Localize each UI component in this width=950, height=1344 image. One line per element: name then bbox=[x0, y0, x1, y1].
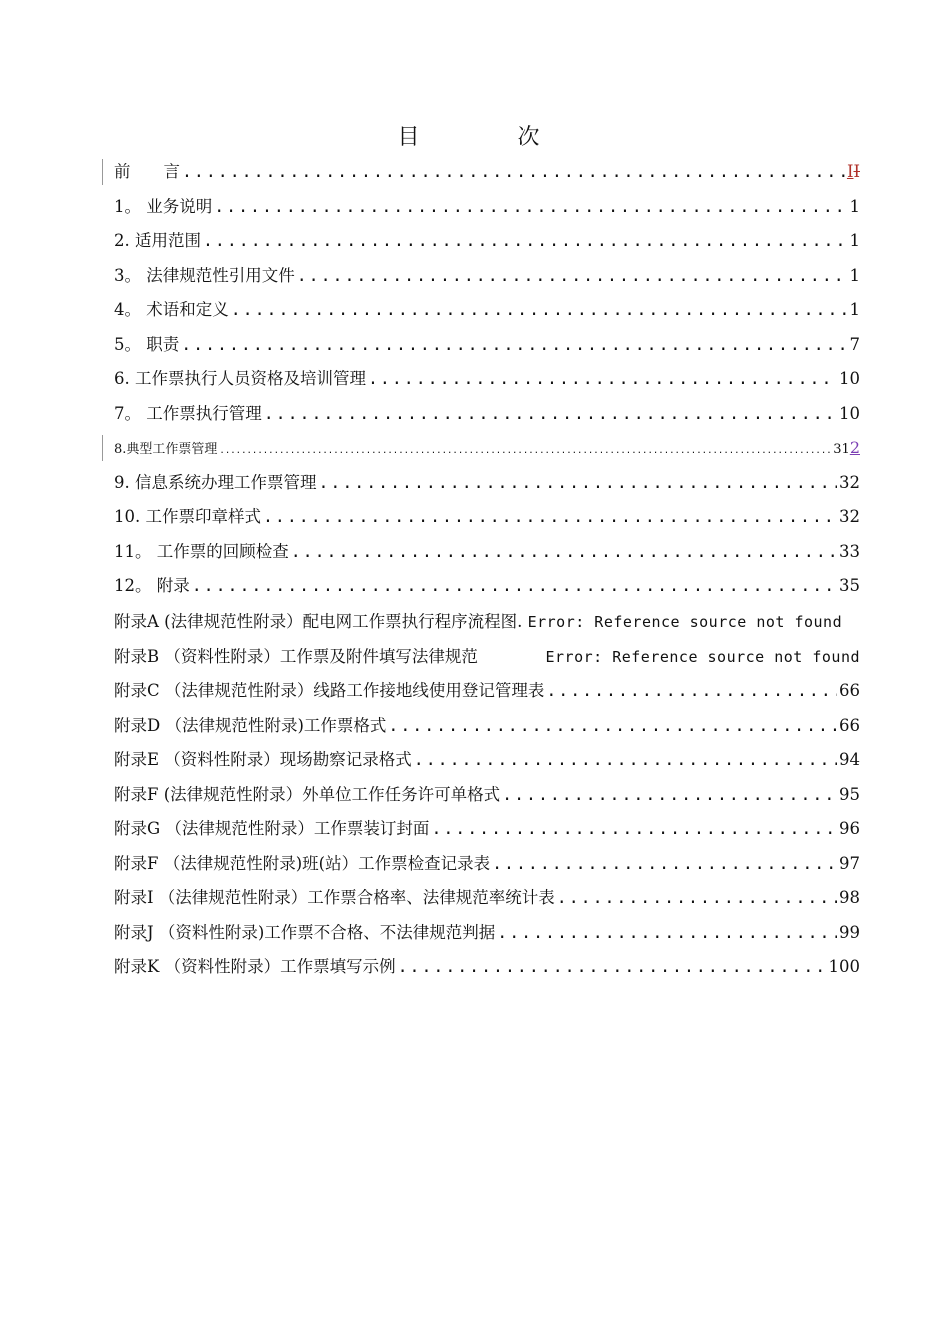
dot-leader bbox=[546, 674, 837, 709]
toc-entry[interactable] bbox=[114, 328, 860, 363]
dot-leader bbox=[182, 155, 845, 190]
toc-entry-label: 9. 信息系统办理工作票管理 bbox=[114, 472, 317, 492]
toc-entry-label: 5。 职责 bbox=[114, 334, 180, 354]
revision-change-bar bbox=[102, 159, 103, 185]
page-number: 31 bbox=[833, 442, 850, 457]
dot-leader bbox=[319, 466, 838, 501]
toc-entry-page: 94 bbox=[839, 750, 860, 769]
dot-leader bbox=[502, 778, 837, 813]
toc-entry-appendix[interactable] bbox=[114, 881, 860, 916]
toc-entry[interactable] bbox=[114, 500, 860, 535]
toc-entry-appendix[interactable] bbox=[114, 950, 860, 985]
toc-entry-label: 附录F （法律规范性附录)班(站）工作票检查记录表 bbox=[114, 853, 491, 873]
toc-entry-appendix[interactable] bbox=[114, 916, 860, 951]
toc-entry-label: 附录E （资料性附录）现场勘察记录格式 bbox=[114, 750, 412, 769]
toc-entry-page: 1 bbox=[849, 196, 860, 216]
toc-entry-page: 98 bbox=[839, 888, 860, 907]
dot-leader bbox=[291, 535, 837, 570]
toc-entry-label: 附录I （法律规范性附录）工作票合格率、法律规范率统计表 bbox=[114, 888, 555, 907]
dot-leader bbox=[388, 709, 837, 744]
toc-entry-appendix[interactable] bbox=[114, 847, 860, 882]
toc-entry-page: 96 bbox=[839, 819, 860, 838]
inserted-page-number: I bbox=[846, 162, 854, 181]
dot-leader bbox=[398, 950, 827, 985]
toc-entry-page: 10 bbox=[839, 369, 860, 388]
toc-entry-label: 附录B （资料性附录）工作票及附件填写法律规范 bbox=[114, 646, 478, 666]
toc-entry-page: 99 bbox=[839, 922, 860, 942]
toc-entry-page: 95 bbox=[839, 784, 860, 804]
toc-entry-label: 10. 工作票印章样式 bbox=[114, 507, 261, 526]
toc-entry[interactable] bbox=[114, 259, 860, 294]
dot-leader bbox=[181, 328, 847, 363]
toc-entry-page: 66 bbox=[839, 715, 860, 735]
dot-leader bbox=[368, 362, 837, 397]
toc-entry-label: 附录F (法律规范性附录）外单位工作任务许可单格式 bbox=[114, 784, 501, 804]
toc-entry-label: 11。 工作票的回顾检查 bbox=[114, 541, 289, 561]
toc-entry[interactable] bbox=[114, 190, 860, 225]
toc-entry-page: 1 bbox=[849, 265, 860, 285]
dot-leader bbox=[431, 812, 837, 847]
toc-entry-appendix[interactable] bbox=[114, 709, 860, 744]
toc-entry-label: 12。 附录 bbox=[114, 576, 190, 595]
dot-leader bbox=[231, 293, 848, 328]
toc-entry[interactable] bbox=[114, 362, 860, 397]
toc-entry-label: 1。 业务说明 bbox=[114, 196, 213, 216]
toc-entry-page bbox=[847, 155, 860, 190]
dot-leader bbox=[203, 224, 848, 259]
dot-leader bbox=[192, 569, 837, 604]
toc-entry-page: 35 bbox=[839, 576, 860, 595]
reference-error-text: Error: Reference source not found bbox=[527, 612, 843, 631]
toc-entry-page bbox=[833, 431, 860, 468]
table-of-contents bbox=[114, 155, 860, 985]
dot-leader bbox=[297, 259, 848, 294]
toc-entry[interactable] bbox=[114, 535, 860, 570]
toc-entry-label: 前 言 bbox=[114, 162, 180, 181]
toc-entry-label: 附录D （法律规范性附录)工作票格式 bbox=[114, 715, 387, 735]
toc-entry[interactable] bbox=[114, 224, 860, 259]
revision-change-bar bbox=[102, 435, 103, 461]
inserted-page-number: 2 bbox=[849, 438, 860, 457]
toc-entry-page: 1 bbox=[849, 231, 860, 250]
toc-entry[interactable] bbox=[114, 466, 860, 501]
toc-entry-label: 附录A (法律规范性附录）配电网工作票执行程序流程图. bbox=[114, 611, 523, 631]
toc-entry-label: 8.典型工作票管理 bbox=[114, 442, 218, 457]
toc-entry-label: 3。 法律规范性引用文件 bbox=[114, 265, 295, 285]
toc-entry-page: 100 bbox=[828, 957, 860, 976]
toc-entry[interactable] bbox=[114, 569, 860, 604]
toc-entry-page: 1 bbox=[849, 300, 860, 319]
toc-entry-label: 7。 工作票执行管理 bbox=[114, 403, 262, 423]
toc-title: 目 次 bbox=[397, 125, 578, 150]
dot-leader bbox=[497, 916, 837, 951]
toc-entry-page: 97 bbox=[839, 853, 860, 873]
dot-leader bbox=[492, 847, 837, 882]
toc-entry[interactable] bbox=[114, 431, 860, 466]
toc-entry-page: 32 bbox=[839, 507, 860, 526]
toc-entry-appendix-b[interactable] bbox=[114, 640, 860, 675]
toc-entry-label: 附录J （资料性附录)工作票不合格、不法律规范判据 bbox=[114, 922, 496, 942]
toc-entry-page: 10 bbox=[839, 403, 860, 423]
dot-leader bbox=[214, 190, 847, 225]
toc-entry-preface[interactable] bbox=[114, 155, 860, 190]
toc-entry-appendix[interactable] bbox=[114, 674, 860, 709]
toc-entry-label: 2. 适用范围 bbox=[114, 231, 201, 250]
toc-entry-label: 附录G （法律规范性附录）工作票装订封面 bbox=[114, 819, 430, 838]
dot-leader bbox=[264, 397, 837, 432]
toc-entry-page: 7 bbox=[849, 334, 860, 354]
toc-entry-label: 附录K （资料性附录）工作票填写示例 bbox=[114, 957, 396, 976]
dot-leader bbox=[219, 434, 831, 469]
reference-error-text: Error: Reference source not found bbox=[545, 647, 860, 666]
toc-entry-label: 附录C （法律规范性附录）线路工作接地线使用登记管理表 bbox=[114, 681, 545, 700]
toc-entry[interactable] bbox=[114, 293, 860, 328]
toc-entry-label: 6. 工作票执行人员资格及培训管理 bbox=[114, 369, 366, 388]
toc-entry-page: 32 bbox=[839, 472, 860, 492]
toc-entry-label: 4。 术语和定义 bbox=[114, 300, 229, 319]
toc-entry-page: 33 bbox=[839, 541, 860, 561]
toc-entry-appendix[interactable] bbox=[114, 778, 860, 813]
toc-entry-appendix[interactable] bbox=[114, 743, 860, 778]
toc-entry-page: 66 bbox=[839, 681, 860, 700]
toc-entry-appendix-a[interactable] bbox=[114, 604, 860, 640]
deleted-page-number: I bbox=[853, 162, 860, 181]
toc-entry[interactable] bbox=[114, 397, 860, 432]
dot-leader bbox=[557, 881, 837, 916]
dot-leader bbox=[263, 500, 837, 535]
toc-entry-appendix[interactable] bbox=[114, 812, 860, 847]
dot-leader bbox=[414, 743, 837, 778]
